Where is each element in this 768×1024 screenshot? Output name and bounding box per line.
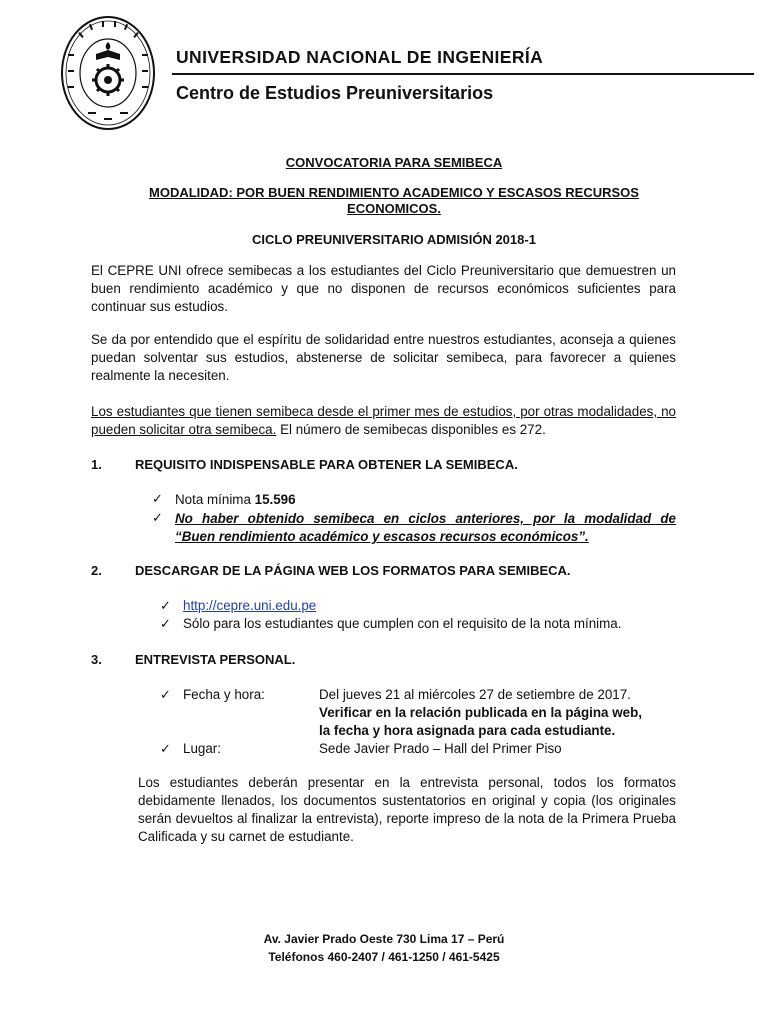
footer-phones: Teléfonos 460-2407 / 461-1250 / 461-5425 xyxy=(268,950,500,964)
checkmark-icon: ✓ xyxy=(160,741,171,756)
checkmark-icon: ✓ xyxy=(160,598,171,613)
semibecas-disponibles: El número de semibecas disponibles es 272. xyxy=(276,422,546,437)
institution-subtitle: Centro de Estudios Preuniversitarios xyxy=(176,83,494,103)
requisito-note: Sólo para los estudiantes que cumplen con el requisito de la nota mínima. xyxy=(183,616,622,631)
restriccion-underlined: Los estudiantes que tienen semibeca desde el primer mes de estudios, por otras modalidades, no pueden solicitar otra semibeca. xyxy=(91,404,676,437)
section-2-title: DESCARGAR DE LA PÁGINA WEB LOS FORMATOS PARA SEMIBECA. xyxy=(135,563,571,578)
section-1-title: REQUISITO INDISPENSABLE PARA OBTENER LA SEMIBECA. xyxy=(135,457,518,472)
nota-minima xyxy=(175,491,296,509)
section-3-number: 3. xyxy=(91,652,102,667)
paragraph-restriccion xyxy=(91,403,676,439)
title-modalidad-line2: ECONOMICOS. xyxy=(347,200,441,216)
nota-minima-label: Nota mínima xyxy=(175,492,255,507)
institution-name: UNIVERSIDAD NACIONAL DE INGENIERÍA xyxy=(176,47,544,67)
checkmark-icon: ✓ xyxy=(160,616,171,631)
title-ciclo: CICLO PREUNIVERSITARIO ADMISIÓN 2018-1 xyxy=(252,232,536,247)
university-seal-icon xyxy=(60,14,156,132)
section-1-number: 1. xyxy=(91,457,102,472)
lugar-label: Lugar: xyxy=(183,741,221,756)
section-2-number: 2. xyxy=(91,563,102,578)
checkmark-icon: ✓ xyxy=(152,510,163,525)
fecha-label: Fecha y hora: xyxy=(183,687,265,702)
title-convocatoria: CONVOCATORIA PARA SEMIBECA xyxy=(285,155,503,170)
section-3-title: ENTREVISTA PERSONAL. xyxy=(135,652,296,667)
footer-address: Av. Javier Prado Oeste 730 Lima 17 – Perú xyxy=(263,932,505,946)
fecha-value: Del jueves 21 al miércoles 27 de setiembre de 2017. xyxy=(319,687,631,702)
checkmark-icon: ✓ xyxy=(152,491,163,506)
paragraph-intro: El CEPRE UNI ofrece semibecas a los estudiantes del Ciclo Preuniversitario que demuestren un buen rendimiento académico y que no disponen de recursos económicos suficientes para continuar sus estudios. xyxy=(91,263,676,314)
paragraph-entrevista: Los estudiantes deberán presentar en la entrevista personal, todos los formatos debidamente llenados, los documentos sustentatorios en original y copia (los originales serán devueltos al finalizar la entrevista), reporte impreso de la nota de la Primera Prueba Calificada y su carnet de estudiante. xyxy=(138,775,676,844)
title-modalidad xyxy=(110,185,678,216)
cepre-website-link[interactable]: http://cepre.uni.edu.pe xyxy=(183,598,317,613)
verificar-line1: Verificar en la relación publicada en la página web, xyxy=(319,705,642,720)
no-haber-line1 xyxy=(175,510,676,528)
no-haber-line2 xyxy=(175,528,589,546)
verificar-line2: la fecha y hora asignada para cada estudiante. xyxy=(319,723,616,738)
checkmark-icon: ✓ xyxy=(160,687,171,702)
paragraph-solidaridad: Se da por entendido que el espíritu de solidaridad entre nuestros estudiantes, aconseja a quienes puedan solventar sus estudios, abstenerse de solicitar semibeca, para favorecer a quienes realmente la necesiten. xyxy=(91,332,676,383)
lugar-value: Sede Javier Prado – Hall del Primer Piso xyxy=(319,741,562,756)
title-modalidad-line1: MODALIDAD: POR BUEN RENDIMIENTO ACADEMICO Y ESCASOS RECURSOS xyxy=(149,185,639,200)
no-haber-line2-text: “Buen rendimiento académico y escasos recursos económicos”. xyxy=(175,529,589,544)
no-haber-line1-text: No haber obtenido semibeca en ciclos anteriores, por la modalidad de xyxy=(175,511,676,526)
header-divider xyxy=(172,73,754,75)
nota-minima-value: 15.596 xyxy=(254,492,296,507)
